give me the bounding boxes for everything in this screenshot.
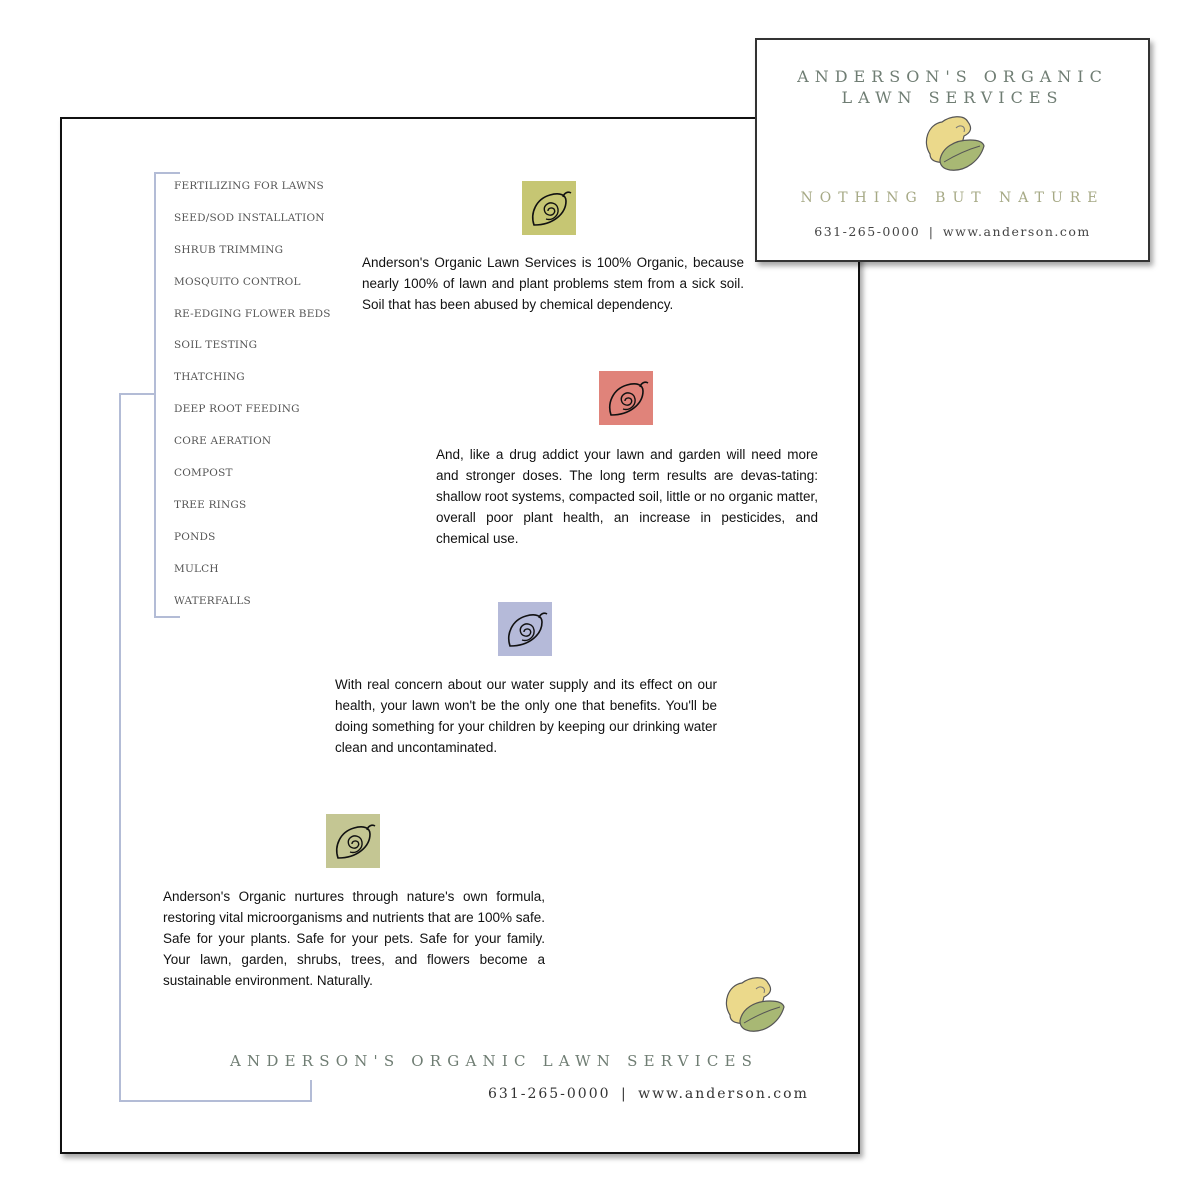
card-title-line1: ANDERSON'S ORGANIC — [797, 67, 1108, 86]
footer-contact — [488, 1086, 809, 1102]
footer-separator: | — [621, 1086, 628, 1102]
service-item: CORE AERATION — [174, 435, 272, 448]
company-logo — [920, 114, 986, 182]
service-item: SEED/SOD INSTALLATION — [174, 211, 325, 224]
spiral-leaf-icon — [522, 181, 576, 235]
problem-paragraph: And, like a drug addict your lawn and garden will need more and stronger doses. The long term results are devas-tating: shallow root systems, compacted soil, little or no organic matter, overall poor plant health, an increase in pesticides, and chemical use. — [436, 447, 818, 546]
water-paragraph: With real concern about our water supply and its effect on our health, your lawn won't be the only one that benefits. You'll be doing something for your children by keeping our drinking water clean and uncontaminated. — [335, 677, 717, 755]
service-item: DEEP ROOT FEEDING — [174, 403, 300, 416]
service-item: MULCH — [174, 562, 219, 575]
service-item: FERTILIZING FOR LAWNS — [174, 180, 324, 192]
card-website: www.anderson.com — [942, 224, 1091, 239]
card-title-line2: LAWN SERVICES — [841, 88, 1064, 107]
card-company-name — [757, 66, 1148, 108]
letterhead-page — [60, 117, 860, 1154]
service-item: SOIL TESTING — [174, 339, 258, 352]
nurture-paragraph: Anderson's Organic nurtures through nature's own formula, restoring vital microorganisms and nutrients that are 100% safe. Safe for your plants. Safe for your pets. Safe for your family. Your lawn, garden, shrubs, trees, and flowers become a sustainable environment. Naturally. — [163, 889, 545, 988]
page-bracket-end — [310, 1080, 312, 1101]
card-contact — [757, 224, 1148, 239]
spiral-leaf-icon — [326, 814, 380, 868]
service-item: COMPOST — [174, 467, 233, 480]
card-phone: 631-265-0000 — [814, 224, 921, 239]
service-item: TREE RINGS — [174, 498, 247, 511]
service-item: PONDS — [174, 530, 216, 543]
service-item: THATCHING — [174, 371, 245, 384]
business-card — [755, 38, 1150, 262]
card-separator: | — [928, 224, 935, 239]
services-list — [174, 179, 331, 625]
footer-website: www.anderson.com — [638, 1086, 809, 1102]
spiral-leaf-icon — [599, 371, 653, 425]
company-logo — [720, 975, 786, 1043]
service-item: SHRUB TRIMMING — [174, 243, 284, 256]
service-item: MOSQUITO CONTROL — [174, 275, 301, 288]
service-item: RE-EDGING FLOWER BEDS — [174, 307, 331, 320]
service-item: WATERFALLS — [174, 594, 251, 607]
card-tagline: NOTHING BUT NATURE — [800, 190, 1105, 206]
spiral-leaf-icon — [498, 602, 552, 656]
footer-company-name: ANDERSON'S ORGANIC LAWN SERVICES — [230, 1052, 759, 1070]
footer-phone: 631-265-0000 — [488, 1086, 611, 1102]
intro-paragraph: Anderson's Organic Lawn Services is 100% Organic, because nearly 100% of lawn and plant problems stem from a sick soil. Soil that has been abused by chemical dependency. — [362, 255, 744, 312]
